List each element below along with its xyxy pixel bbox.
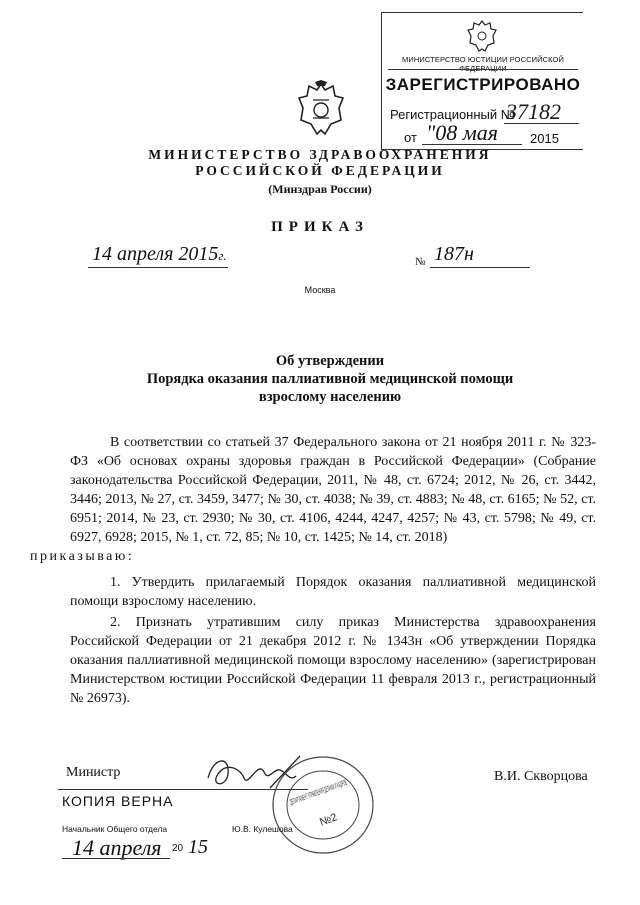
copy-date-underline — [62, 858, 170, 859]
round-stamp-number: №2 — [317, 811, 339, 829]
coat-of-arms-emblem-icon — [295, 80, 347, 140]
copy-certifier-name: Ю.В. Кулешова — [232, 824, 293, 834]
stamp-number-handwritten: 37182 — [506, 99, 561, 124]
registration-stamp — [381, 12, 583, 150]
copy-year-handwritten: 15 — [188, 836, 208, 858]
clause-1: 1. Утвердить прилагаемый Порядок оказания паллиативной медицинской помощи взрослому населению. — [70, 575, 596, 609]
order-number-handwritten: 187н — [434, 243, 474, 265]
ministry-short-name: (Минздрав России) — [268, 182, 372, 196]
copy-certifier-role: Начальник Общего отдела — [62, 824, 168, 834]
copy-date-handwritten: 14 апреля — [72, 835, 162, 860]
minister-name: В.И. Скворцова — [494, 769, 588, 784]
order-word: приказываю: — [30, 549, 135, 564]
order-number-label: № — [415, 256, 426, 268]
copy-year-prefix: 20 — [172, 843, 184, 854]
stamp-emblem-icon — [466, 19, 498, 53]
stamp-date-handwritten: "08 мая — [426, 120, 499, 145]
ministry-name-line1: МИНИСТЕРСТВО ЗДРАВООХРАНЕНИЯ — [148, 147, 492, 162]
order-number-underline — [430, 267, 530, 268]
stamp-date-label: от — [404, 130, 417, 145]
ministry-name — [0, 147, 640, 179]
stamp-number-label: Регистрационный № — [390, 107, 515, 122]
order-date-suffix: г. — [218, 248, 227, 263]
order-date-value: 14 апреля 2015 — [92, 243, 219, 265]
order-date-underline — [88, 267, 228, 268]
minister-role: Министр — [66, 765, 121, 780]
stamp-number-underline — [504, 123, 579, 124]
stamp-registered-label: ЗАРЕГИСТРИРОВАНО — [385, 75, 581, 94]
round-stamp-text: ДЕПАРТАМЕНТ УПРАВЛЕНИЯ ДЕЛАМИ И КАДРОВ — [288, 731, 475, 807]
stamp-date-underline — [422, 144, 522, 145]
preamble-paragraph — [30, 433, 596, 566]
order-date-handwritten — [92, 243, 227, 266]
order-title: ПРИКАЗ — [271, 219, 369, 235]
document-title — [60, 352, 600, 406]
copy-certified-title: КОПИЯ ВЕРНА — [62, 793, 174, 809]
preamble-text: В соответствии со статьей 37 Федерального закона от 21 ноября 2011 г. № 323-ФЗ «Об основах охраны здоровья граждан в Российской Федерации» (Собрание законодательства Российской Федерации, 2011, № 48, ст. 6724; 2012, № 26, ст. 3442, 3446; 2013, № 27, ст. 3459, 3477; № 30, ст. 4038; № 39, ст. 4883; № 48, ст. 6165; № 52, ст. 6951; 2014, № 23, ст. 2930; № 30, ст. 4106, 4244, 4247, 4257; № 43, ст. 5798; № 49, ст. 6927, 6928; 2015, № 1, ст. 72, 85; № 10, ст. 1425; № 14, ст. 2018) — [70, 435, 596, 545]
clause-2: 2. Признать утратившим силу приказ Министерства здравоохранения Российской Федерации от 21 декабря 2012 г. № 1343н «Об утверждении Порядка оказания паллиативной медицинской помощи взрослому населению» (зарегистрирован Министерством юстиции Российской Федерации 11 февраля 2013 г., регистрационный № 26973). — [70, 615, 596, 706]
ministry-name-line2: РОССИЙСКОЙ ФЕДЕРАЦИИ — [195, 163, 445, 178]
city: Москва — [304, 285, 336, 295]
document-title-line1: Об утверждении — [275, 353, 385, 369]
stamp-ministry-text: МИНИСТЕРСТВО ЮСТИЦИИ РОССИЙСКОЙ ФЕДЕРАЦИИ — [402, 55, 564, 73]
document-title-line2: Порядка оказания паллиативной медицинской помощи — [146, 371, 514, 387]
stamp-year: 2015 — [530, 131, 559, 146]
stamp-divider — [388, 69, 578, 70]
document-title-line3: взрослому населению — [258, 389, 402, 405]
